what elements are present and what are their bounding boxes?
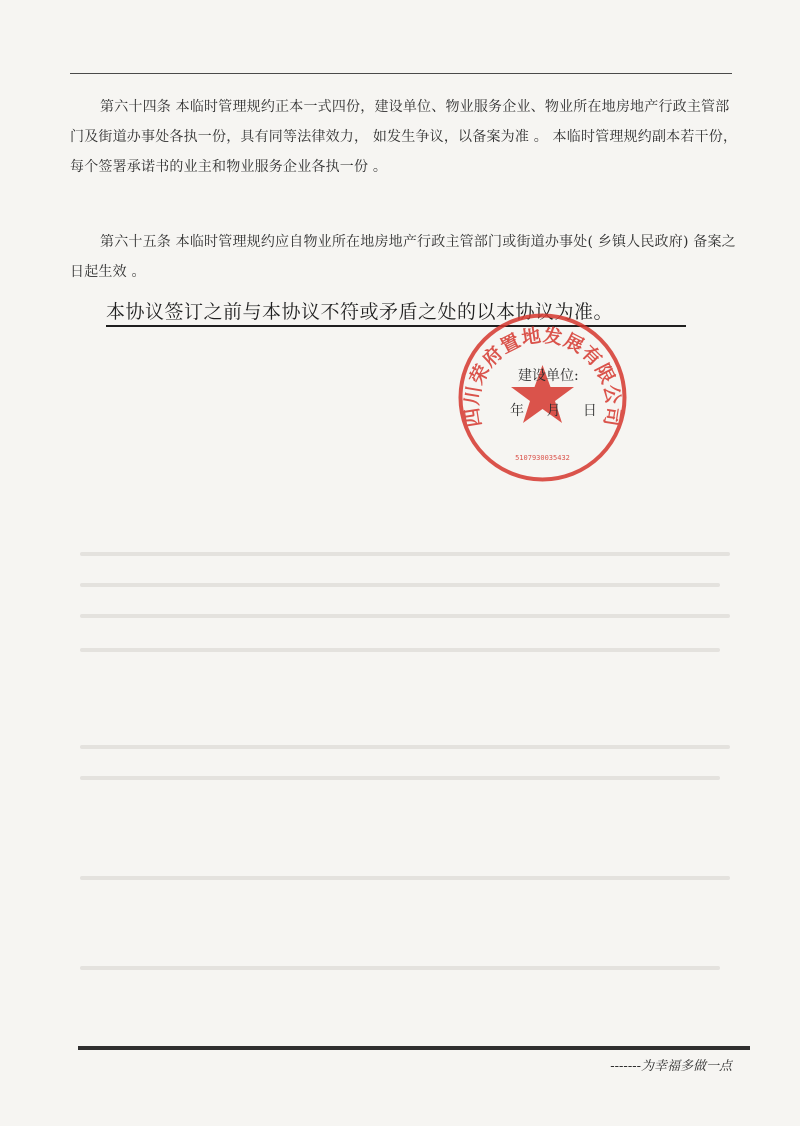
article-64-text: 第六十四条 本临时管理规约正本一式四份，建设单位、物业服务企业、物业所在地房地产行政主管部门及街道办事处各执一份，具有同等法律效力， 如发生争议，以备案为准 。 本临时管理规约副本若干份， 每个签署承诺书的业主和物业服务企业各执一份 。 [70, 99, 738, 175]
footer-rule [78, 1046, 750, 1050]
company-seal-stamp [455, 310, 630, 485]
precedence-notice: 本协议签订之前与本协议不符或矛盾之处的以本协议为准。 [106, 297, 686, 327]
svg-text:四川荣府置地发展有限公司: 四川荣府置地发展有限公司 [460, 324, 625, 429]
footer-slogan: -------为幸福多做一点 [610, 1059, 732, 1074]
svg-text:5107930035432: 5107930035432 [515, 454, 570, 462]
article-65-text: 第六十五条 本临时管理规约应自物业所在地房地产行政主管部门或街道办事处( 乡镇人民政府) 备案之日起生效 。 [70, 234, 736, 280]
signature-date: 年 月 日 [510, 403, 597, 419]
header-rule [70, 73, 732, 74]
developer-signature-label: 建设单位: [518, 368, 579, 384]
